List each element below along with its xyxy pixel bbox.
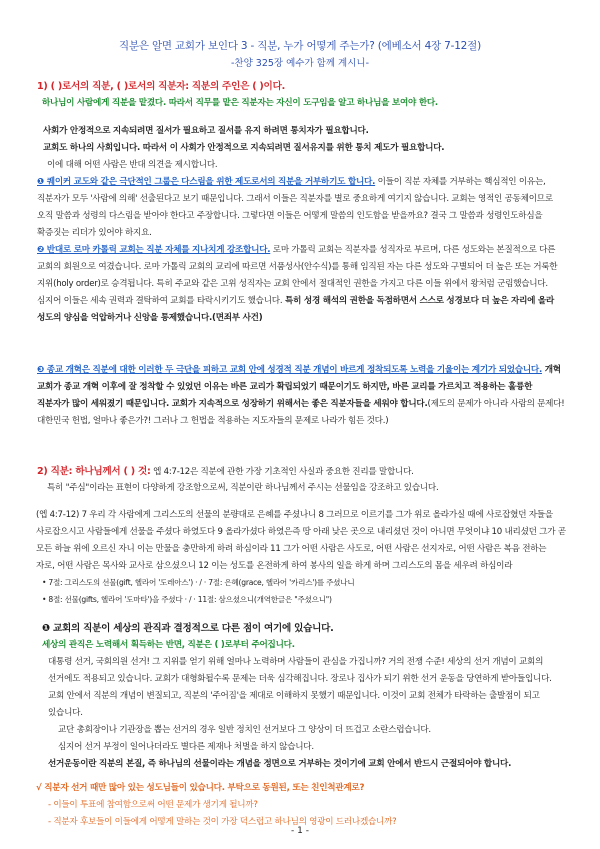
section3-para-1: 대통령 선거, 국회의원 선거! 그 지위를 얻기 위해 얼마나 노력하며 사람들이 관심을 가집니까? 거의 전쟁 수준! 세상의 선거 개념이 교회의 선거에도 적용되고 있습니다. 교회가 대형화될수록 문제는 더욱 심각해집니다. 장로나 집사가 되기 위한 선거 운동을 당연하게 받아들입니다. 교회 안에서 직분의 개념이 변질되고, 직분의 '주어짐'을 제대로 이해하지 못했기 때문입니다. 이것이 교회 전체가 타락하는 출발점이 되고 있습니다. [48,657,552,718]
section2-heading: 2) 직분: 하나님께서 ( ) 것: 엡 4:7-12은 직분에 관한 가장 기초적인 사실과 중요한 진리를 말합니다. [37,466,414,477]
question-2: - 이들이 투표에 참여함으로써 어떤 문제가 생기게 될니까? [48,800,258,810]
section3-para-2: 교단 총회장이나 기관장을 뽑는 선거의 경우 일반 정치인 선거보다 그 양상이 더 뜨겁고 소란스럽습니다. [58,725,431,735]
section3-para-4: 선거운동이란 직분의 본질, 즉 하나님의 선물이라는 개념을 정면으로 거부하는 것이기에 교회 안에서 반드시 근절되어야 합니다. [48,759,512,769]
section1-para-1a: 사회가 안정적으로 지속되려면 질서가 필요하고 질서를 유지 하려면 통치자가 필요합니다. [43,126,369,136]
question-3: - 직분자 후보들이 이들에게 어떻게 말하는 것이 가장 덕스럽고 하나님의 영광이 드러나겠습니까? [48,817,397,827]
section3-heading-2: 세상의 관직은 노력해서 획득하는 반면, 직분은 ( )로부터 주어집니다. [42,640,295,650]
section3-heading-1: ❶ 교회의 직분이 세상의 관직과 결정적으로 다른 점이 여기에 있습니다. [42,623,334,634]
greek-note-1: • 7절: 그리스도의 선물(gift, 헬라어 '도레아스') · / · 7절: 은혜(grace, 헬라어 '카리스')를 주셨나니 [42,578,355,587]
section1-para-1b: 교회도 하나의 사회입니다. 따라서 이 사회가 안정적으로 지속되려면 질서유지를 위한 통치 제도가 필요합니다. [43,143,445,153]
question-1: √ 직분자 선거 때만 많아 있는 성도님들이 있습니다. 부탁으로 동원된, 또는 친인척관계로? [36,783,365,793]
section1-point-3: ❸ 종교 개혁은 직분에 대한 이러한 두 극단을 피하고 교회 안에 성경적 직분 개념이 바르게 정착되도록 노력을 기울이는 계기가 되었습니다. 개혁 교회가 종교 개혁 이후에 잘 정착할 수 있었던 이유는 바른 교리가 확립되었기 때문이기도 하지만, 바른 교리를 가르치고 적용하는 훌륭한 직분자가 많이 세워졌기 때문입니다. 교회가 지속적으로 성장하기 위해서는 좋은 직분자들을 세워야 합니다.(제도의 문제가 아니라 사람의 문제다! 대한민국 헌법, 얼마나 좋은가?! 그러나 그 헌법을 적용하는 지도자들의 문제로 나라가 힘든 것다.) [37,365,565,426]
greek-note-2: • 8절: 선물(gifts, 헬라어 '도마타')을 주셨다 · / · 11절: 삼으셨으니(개역한글은 "주셨으니") [42,595,332,604]
section1-lead: 하나님이 사람에게 직분을 맡겼다. 따라서 직무를 맡은 직분자는 자신이 도구임을 알고 하나님을 보여야 한다. [42,98,438,108]
page-number: - 1 - [291,826,309,836]
section1-point-2: ❷ 반대로 로마 카톨릭 교회는 직분 자체를 지나치게 강조합니다. 로마 가톨릭 교회는 직분자를 성직자로 부르며, 다른 성도와는 본질적으로 다른 교회의 회원으로 여겼습니다. 로마 가톨릭 교회의 교리에 따르면 서품성사(안수식)를 통해 임직된 자는 다른 성도와 구별되어 더 높은 또는 거룩한 지위(holy order)로 승격됩니다. 특히 주교와 같은 고위 성직자는 교회 안에서 절대적인 권한을 가지고 다른 이들 위에서 왕처럼 군림했습니다. 심지어 이들은 세속 권력과 결탁하여 교회를 타락시키기도 했습니다. 특히 성경 해석의 권한을 독점하면서 스스로 성경보다 더 높은 자리에 올라 성도의 양심을 억압하거나 신앙을 통제했습니다.(면죄부 사건) [37,245,558,323]
document-subtitle: -찬양 325장 예수가 함께 계시니- [230,58,369,69]
ephesians-passage: (엡 4:7-12) 7 우리 각 사람에게 그리스도의 선물의 분량대로 은혜를 주셨나니 8 그러므로 이르기를 그가 위로 올라가실 때에 사로잡혔던 자들을 사로잡으시고 사람들에게 선물을 주셨다 하였도다 9 올라가셨다 하였은즉 땅 아래 낮은 곳으로 내리셨던 것이 아니면 무엇이냐 10 내리셨던 그가 곧 모든 하늘 위에 오르신 자니 이는 만물을 충만하게 하려 하심이라 11 그가 어떤 사람은 사도로, 어떤 사람은 선지자로, 어떤 사람은 복음 전하는 자로, 어떤 사람은 목사와 교사로 삼으셨으니 12 이는 성도를 온전하게 하여 봉사의 일을 하게 하며 그리스도의 몸을 세우려 하심이라 [36,510,566,571]
section2-para-1: 특히 "주심"이라는 표현이 다양하게 강조함으로써, 직분이란 하나님께서 주시는 선물임을 강조하고 있습니다. [47,483,439,493]
section3-para-3: 심지어 선거 부정이 일어나더라도 별다른 제재나 처벌을 하지 않습니다. [58,742,314,752]
section1-heading: 1) ( )로서의 직분, ( )로서의 직분자: 직분의 주인은 ( )이다. [37,81,285,92]
document-title: 직분은 알면 교회가 보인다 3 - 직분, 누가 어떻게 주는가? (에베소서 4장 7-12절) [119,40,481,52]
section1-para-1c: 이에 대해 어떤 사람은 반대 의견을 제시합니다. [47,160,218,170]
section1-point-1: ❶ 퀘이커 교도와 같은 극단적인 그룹은 다스림을 위한 제도로서의 직분을 거부하기도 합니다. 이들이 직분 자체를 거부하는 핵심적인 이유는, 직분자가 모두 '사람에 의해' 선출된다고 보기 때문입니다. 그래서 이들은 직분자를 별로 중요하게 여기지 않습니다. 교회는 영적인 공동체이므로 오직 말씀과 성령의 다스림을 받아야 한다고 주장합니다. 그렇다면 이들은 어떻게 말씀의 인도함을 받을까요? 결국 그 말씀과 성령인도하심을 확증짓는 리더가 있어야 하지요. [37,177,553,238]
